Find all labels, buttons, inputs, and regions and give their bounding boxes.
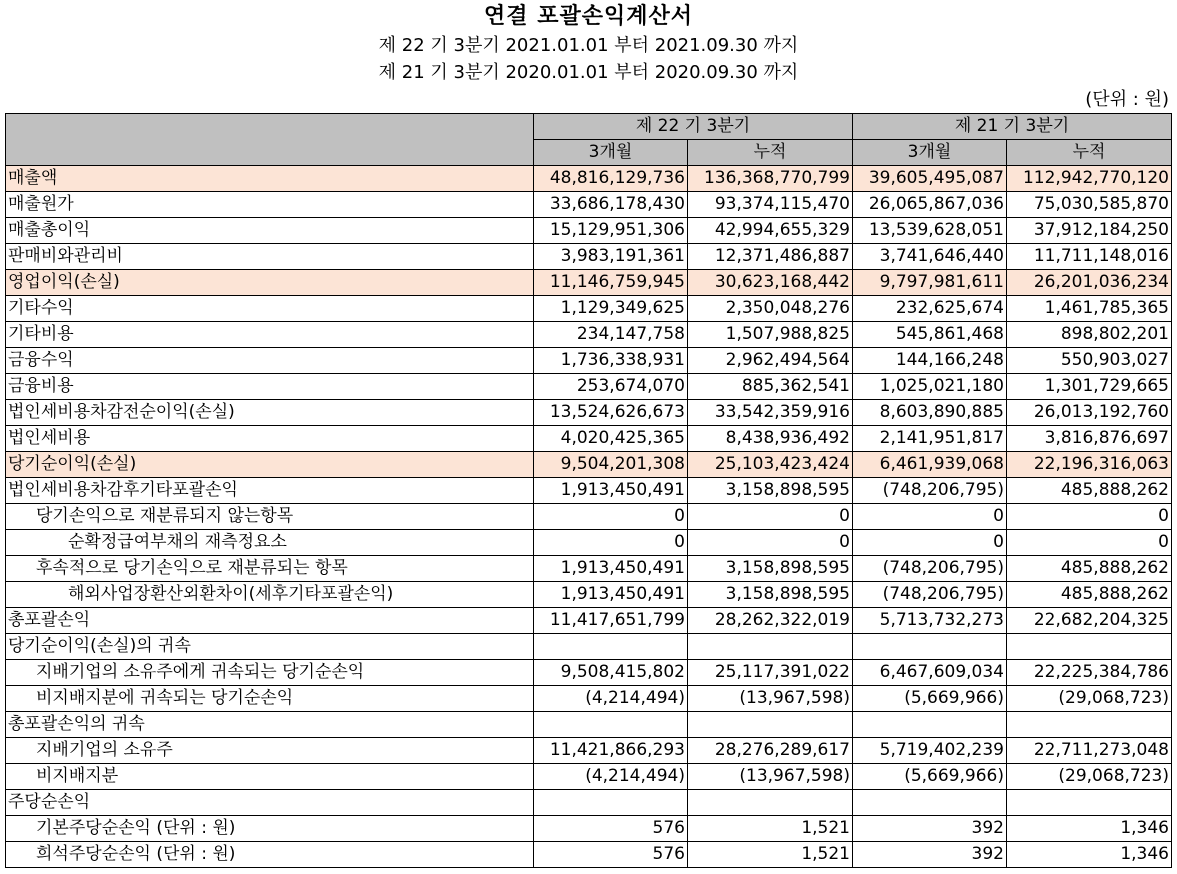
- cell-21-3month: 0: [853, 504, 1007, 530]
- table-row: [6, 218, 1172, 244]
- cell-22-cumulative: 25,103,423,424: [688, 452, 853, 478]
- cell-21-cumulative: 1,461,785,365: [1007, 296, 1172, 322]
- cell-21-3month: 5,719,402,239: [853, 738, 1007, 764]
- cell-22-3month: 11,146,759,945: [534, 270, 688, 296]
- table-row: [6, 790, 1172, 816]
- row-label: 후속적으로 당기손익으로 재분류되는 항목: [6, 556, 534, 582]
- cell-22-cumulative: [688, 634, 853, 660]
- row-label: 매출액: [6, 166, 534, 192]
- cell-22-cumulative: [688, 712, 853, 738]
- cell-22-cumulative: 0: [688, 504, 853, 530]
- cell-22-3month: (4,214,494): [534, 764, 688, 790]
- cell-22-cumulative: 1,521: [688, 816, 853, 842]
- table-row: [6, 244, 1172, 270]
- table-row: [6, 764, 1172, 790]
- row-label: 희석주당순손익 (단위 : 원): [6, 842, 534, 868]
- cell-21-cumulative: 22,682,204,325: [1007, 608, 1172, 634]
- row-label: 기타비용: [6, 322, 534, 348]
- cell-21-3month: 0: [853, 530, 1007, 556]
- cell-22-3month: 253,674,070: [534, 374, 688, 400]
- table-row: [6, 348, 1172, 374]
- cell-21-3month: 3,741,646,440: [853, 244, 1007, 270]
- cell-21-3month: 26,065,867,036: [853, 192, 1007, 218]
- cell-21-3month: [853, 634, 1007, 660]
- row-label: 당기순이익(손실): [6, 452, 534, 478]
- row-label: 지배기업의 소유주에게 귀속되는 당기순손익: [6, 660, 534, 686]
- table-row: [6, 166, 1172, 192]
- header-21-cumulative: 누적: [1007, 140, 1172, 166]
- table-row: [6, 530, 1172, 556]
- cell-22-cumulative: 2,350,048,276: [688, 296, 853, 322]
- cell-21-3month: 8,603,890,885: [853, 400, 1007, 426]
- cell-22-cumulative: 1,521: [688, 842, 853, 868]
- cell-22-3month: 48,816,129,736: [534, 166, 688, 192]
- cell-21-3month: 2,141,951,817: [853, 426, 1007, 452]
- table-row: [6, 192, 1172, 218]
- table-row: [6, 556, 1172, 582]
- cell-21-cumulative: [1007, 790, 1172, 816]
- table-row: [6, 374, 1172, 400]
- cell-22-3month: 1,913,450,491: [534, 478, 688, 504]
- cell-21-cumulative: [1007, 634, 1172, 660]
- header-period-21: 제 21 기 3분기: [853, 114, 1172, 140]
- cell-21-cumulative: 26,201,036,234: [1007, 270, 1172, 296]
- cell-22-3month: 234,147,758: [534, 322, 688, 348]
- cell-21-cumulative: 550,903,027: [1007, 348, 1172, 374]
- cell-21-cumulative: (29,068,723): [1007, 686, 1172, 712]
- row-label: 법인세비용차감후기타포괄손익: [6, 478, 534, 504]
- header-period-22: 제 22 기 3분기: [534, 114, 853, 140]
- row-label: 기본주당순손익 (단위 : 원): [6, 816, 534, 842]
- row-label: 금융수익: [6, 348, 534, 374]
- cell-22-cumulative: 12,371,486,887: [688, 244, 853, 270]
- cell-22-3month: 1,913,450,491: [534, 556, 688, 582]
- cell-22-3month: 13,524,626,673: [534, 400, 688, 426]
- cell-22-cumulative: 25,117,391,022: [688, 660, 853, 686]
- cell-22-cumulative: 3,158,898,595: [688, 582, 853, 608]
- period-current: 제 22 기 3분기 2021.01.01 부터 2021.09.30 까지: [378, 35, 799, 56]
- cell-21-3month: 392: [853, 842, 1007, 868]
- table-row: [6, 686, 1172, 712]
- table-row: [6, 582, 1172, 608]
- cell-21-3month: (748,206,795): [853, 556, 1007, 582]
- row-label: 판매비와관리비: [6, 244, 534, 270]
- cell-21-cumulative: 26,013,192,760: [1007, 400, 1172, 426]
- row-label: 해외사업장환산외환차이(세후기타포괄손익): [6, 582, 534, 608]
- header-row-group: [6, 114, 1172, 140]
- row-label: 법인세비용차감전순이익(손실): [6, 400, 534, 426]
- period-prior: 제 21 기 3분기 2020.01.01 부터 2020.09.30 까지: [378, 62, 799, 83]
- cell-21-cumulative: 22,225,384,786: [1007, 660, 1172, 686]
- cell-21-cumulative: 0: [1007, 504, 1172, 530]
- table-body: [6, 166, 1172, 868]
- row-label: 지배기업의 소유주: [6, 738, 534, 764]
- row-label: 당기순이익(손실)의 귀속: [6, 634, 534, 660]
- cell-22-cumulative: (13,967,598): [688, 764, 853, 790]
- cell-22-cumulative: [688, 790, 853, 816]
- row-label: 총포괄손익: [6, 608, 534, 634]
- cell-21-3month: (5,669,966): [853, 764, 1007, 790]
- header-22-3month: 3개월: [534, 140, 688, 166]
- cell-22-3month: 11,417,651,799: [534, 608, 688, 634]
- cell-21-cumulative: 485,888,262: [1007, 556, 1172, 582]
- cell-22-cumulative: 8,438,936,492: [688, 426, 853, 452]
- table-row: [6, 842, 1172, 868]
- cell-21-cumulative: 11,711,148,016: [1007, 244, 1172, 270]
- cell-22-3month: 1,913,450,491: [534, 582, 688, 608]
- cell-22-3month: 576: [534, 816, 688, 842]
- cell-22-3month: 3,983,191,361: [534, 244, 688, 270]
- table-row: [6, 738, 1172, 764]
- cell-22-cumulative: 0: [688, 530, 853, 556]
- row-label: 비지배지분에 귀속되는 당기순손익: [6, 686, 534, 712]
- table-row: [6, 634, 1172, 660]
- cell-22-cumulative: 28,262,322,019: [688, 608, 853, 634]
- cell-21-cumulative: 3,816,876,697: [1007, 426, 1172, 452]
- cell-21-3month: [853, 790, 1007, 816]
- row-label: 법인세비용: [6, 426, 534, 452]
- table-row: [6, 504, 1172, 530]
- row-label: 총포괄손익의 귀속: [6, 712, 534, 738]
- cell-21-3month: 1,025,021,180: [853, 374, 1007, 400]
- cell-22-cumulative: 1,507,988,825: [688, 322, 853, 348]
- cell-22-3month: [534, 634, 688, 660]
- cell-21-cumulative: 1,301,729,665: [1007, 374, 1172, 400]
- table-row: [6, 816, 1172, 842]
- cell-21-3month: 5,713,732,273: [853, 608, 1007, 634]
- cell-22-3month: 4,020,425,365: [534, 426, 688, 452]
- cell-21-3month: 144,166,248: [853, 348, 1007, 374]
- cell-21-cumulative: 485,888,262: [1007, 582, 1172, 608]
- cell-22-3month: 9,508,415,802: [534, 660, 688, 686]
- cell-22-cumulative: (13,967,598): [688, 686, 853, 712]
- statement-title: 연결 포괄손익계산서: [484, 4, 693, 29]
- cell-22-3month: [534, 790, 688, 816]
- row-label: 순확정급여부채의 재측정요소: [6, 530, 534, 556]
- cell-21-cumulative: 1,346: [1007, 816, 1172, 842]
- cell-21-3month: 39,605,495,087: [853, 166, 1007, 192]
- table-row: [6, 400, 1172, 426]
- cell-21-3month: 392: [853, 816, 1007, 842]
- table-row: [6, 608, 1172, 634]
- cell-22-3month: 0: [534, 504, 688, 530]
- row-label: 주당순손익: [6, 790, 534, 816]
- cell-22-3month: 0: [534, 530, 688, 556]
- cell-21-cumulative: (29,068,723): [1007, 764, 1172, 790]
- cell-22-3month: 11,421,866,293: [534, 738, 688, 764]
- cell-22-3month: 576: [534, 842, 688, 868]
- cell-22-3month: 15,129,951,306: [534, 218, 688, 244]
- row-label: 금융비용: [6, 374, 534, 400]
- cell-22-cumulative: 3,158,898,595: [688, 478, 853, 504]
- row-label: 비지배지분: [6, 764, 534, 790]
- cell-22-cumulative: 30,623,168,442: [688, 270, 853, 296]
- cell-21-cumulative: 22,711,273,048: [1007, 738, 1172, 764]
- cell-22-cumulative: 2,962,494,564: [688, 348, 853, 374]
- cell-21-3month: [853, 712, 1007, 738]
- cell-21-3month: 6,467,609,034: [853, 660, 1007, 686]
- cell-21-3month: 9,797,981,611: [853, 270, 1007, 296]
- cell-21-cumulative: 37,912,184,250: [1007, 218, 1172, 244]
- cell-22-3month: 1,736,338,931: [534, 348, 688, 374]
- header-22-cumulative: 누적: [688, 140, 853, 166]
- cell-21-3month: 6,461,939,068: [853, 452, 1007, 478]
- cell-22-cumulative: 33,542,359,916: [688, 400, 853, 426]
- cell-22-cumulative: 93,374,115,470: [688, 192, 853, 218]
- cell-21-3month: (5,669,966): [853, 686, 1007, 712]
- cell-21-3month: (748,206,795): [853, 582, 1007, 608]
- cell-21-cumulative: 1,346: [1007, 842, 1172, 868]
- cell-21-cumulative: 485,888,262: [1007, 478, 1172, 504]
- cell-22-3month: 1,129,349,625: [534, 296, 688, 322]
- table-row: [6, 322, 1172, 348]
- cell-22-3month: [534, 712, 688, 738]
- cell-21-3month: (748,206,795): [853, 478, 1007, 504]
- row-label: 기타수익: [6, 296, 534, 322]
- table-row: [6, 426, 1172, 452]
- cell-22-cumulative: 136,368,770,799: [688, 166, 853, 192]
- table-row: [6, 478, 1172, 504]
- table-row: [6, 712, 1172, 738]
- header-corner: [6, 114, 534, 166]
- cell-22-cumulative: 3,158,898,595: [688, 556, 853, 582]
- table-row: [6, 296, 1172, 322]
- cell-22-cumulative: 28,276,289,617: [688, 738, 853, 764]
- row-label: 당기손익으로 재분류되지 않는항목: [6, 504, 534, 530]
- row-label: 매출총이익: [6, 218, 534, 244]
- table-row: [6, 660, 1172, 686]
- cell-21-cumulative: 75,030,585,870: [1007, 192, 1172, 218]
- row-label: 영업이익(손실): [6, 270, 534, 296]
- cell-22-cumulative: 885,362,541: [688, 374, 853, 400]
- cell-21-3month: 232,625,674: [853, 296, 1007, 322]
- row-label: 매출원가: [6, 192, 534, 218]
- cell-22-3month: (4,214,494): [534, 686, 688, 712]
- cell-21-cumulative: 22,196,316,063: [1007, 452, 1172, 478]
- table-row: [6, 452, 1172, 478]
- income-statement-table: [5, 113, 1172, 868]
- cell-21-3month: 13,539,628,051: [853, 218, 1007, 244]
- cell-22-3month: 9,504,201,308: [534, 452, 688, 478]
- header-21-3month: 3개월: [853, 140, 1007, 166]
- cell-21-cumulative: [1007, 712, 1172, 738]
- cell-22-cumulative: 42,994,655,329: [688, 218, 853, 244]
- cell-21-cumulative: 0: [1007, 530, 1172, 556]
- cell-21-3month: 545,861,468: [853, 322, 1007, 348]
- cell-22-3month: 33,686,178,430: [534, 192, 688, 218]
- cell-21-cumulative: 112,942,770,120: [1007, 166, 1172, 192]
- cell-21-cumulative: 898,802,201: [1007, 322, 1172, 348]
- unit-label: (단위 : 원): [1085, 89, 1169, 110]
- table-row: [6, 270, 1172, 296]
